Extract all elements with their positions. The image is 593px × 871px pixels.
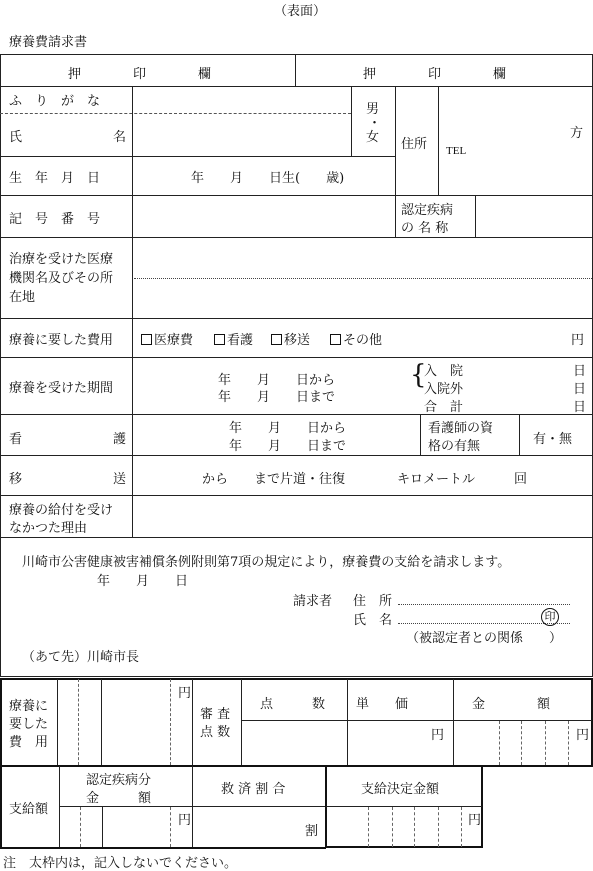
address-field[interactable] [440, 88, 590, 194]
birth-date-label: 生 年 月 日 [9, 171, 101, 186]
checkbox-icon [330, 334, 341, 345]
period-to[interactable]: 年 月 日まで [218, 390, 336, 405]
footer-note: 注 太枠内は，記入しないでください。 [3, 856, 238, 871]
addressee: （あて先）川崎市長 [22, 650, 140, 665]
checkbox-icon [141, 334, 152, 345]
amount-header: 金 額 [472, 697, 551, 712]
unit-price-header: 単 価 [356, 697, 409, 712]
address-label: 住所 [401, 137, 428, 152]
insurance-number-label: 記 号 番 号 [9, 212, 101, 227]
transport-label-2: 送 [113, 472, 127, 487]
transport-field[interactable]: から まで片道・往復 キロメートル 回 [202, 472, 528, 487]
nursing-from[interactable]: 年 月 日から [229, 421, 347, 436]
disease-amount-label-1: 認定疾病分 [86, 773, 152, 788]
seal-stamp-mark: 印 [541, 608, 559, 626]
honorific: 方 [570, 126, 584, 141]
birth-date-field[interactable]: 年 月 日生( 歳) [191, 171, 345, 186]
form-title: 療養費請求書 [9, 35, 88, 50]
points-header: 点 数 [260, 697, 326, 712]
inpatient-label: 入 院 [424, 364, 464, 379]
checkbox-icon [214, 334, 225, 345]
nurse-qualification-label-1: 看護師の資 [428, 421, 494, 436]
institution-label-3: 在地 [9, 290, 36, 305]
sex-male[interactable]: 男 [366, 102, 380, 117]
checkbox-icon [271, 334, 282, 345]
period-from[interactable]: 年 月 日から [218, 373, 336, 388]
total-label: 合 計 [424, 400, 464, 415]
claimant-label: 請求者 [293, 594, 333, 609]
decided-amount-label: 支給決定金額 [361, 782, 440, 797]
review-label-1: 審 査 [200, 707, 231, 722]
sex-separator: ・ [368, 116, 382, 131]
period-label: 療養を受けた期間 [9, 381, 114, 396]
office-cost-label-3: 費 用 [9, 735, 49, 750]
insurance-number-field[interactable] [134, 197, 394, 236]
expense-option-nursing[interactable]: 看護 [214, 329, 253, 348]
relation-note: （被認定者との関係 ） [406, 631, 563, 646]
relief-ratio-label: 救 済 割 合 [221, 782, 286, 797]
nurse-qualification-label-2: 格の有無 [428, 439, 481, 454]
office-cost-label-1: 療養に [9, 699, 49, 714]
disease-name-field[interactable] [477, 197, 590, 236]
amount-yen: 円 [576, 728, 590, 743]
declaration-date[interactable]: 年 月 日 [97, 574, 189, 589]
furigana-label: ふ り が な [9, 94, 101, 109]
reason-label-1: 療養の給付を受け [9, 503, 114, 518]
disease-name-label-2: の 名 称 [401, 221, 449, 236]
name-label-first: 氏 [9, 130, 23, 145]
claimant-name-label: 氏 名 [353, 613, 393, 628]
expense-option-medical[interactable]: 医療費 [141, 329, 193, 348]
disease-name-label-1: 認定疾病 [401, 203, 454, 218]
disease-amount-label-2: 金 額 [86, 791, 152, 806]
expense-yen-unit: 円 [571, 333, 585, 348]
declaration-text: 川崎市公害健康被害補償条例附則第7項の規定により，療養費の支給を請求します。 [22, 555, 511, 570]
sex-female[interactable]: 女 [366, 130, 380, 145]
page-side-label: （表面） [274, 4, 327, 19]
inpatient-day-unit: 日 [573, 364, 587, 379]
institution-label-1: 治療を受けた医療 [9, 252, 114, 267]
expense-option-other[interactable]: その他 [330, 329, 382, 348]
outpatient-label: 入院外 [424, 382, 464, 397]
claimant-address-label: 住 所 [353, 594, 393, 609]
review-label-2: 点 数 [200, 725, 231, 740]
office-cost-label-2: 要した [9, 717, 49, 732]
disease-amount-yen: 円 [178, 813, 192, 828]
seal-column-left: 押 印 欄 [68, 67, 212, 82]
nurse-qualification-answer[interactable]: 有・無 [533, 432, 573, 447]
period-brace: { [410, 360, 427, 390]
decided-amount-yen: 円 [468, 813, 482, 828]
institution-field[interactable] [134, 239, 590, 317]
seal-column-right: 押 印 欄 [363, 67, 507, 82]
nursing-label-1: 看 [9, 432, 23, 447]
furigana-field[interactable] [134, 88, 349, 112]
nursing-label-2: 護 [113, 432, 127, 447]
relief-ratio-unit: 割 [305, 824, 319, 839]
office-cost-yen: 円 [178, 686, 192, 701]
transport-label-1: 移 [9, 472, 23, 487]
tel-label: TEL [446, 145, 467, 157]
total-day-unit: 日 [573, 400, 587, 415]
expense-label: 療養に要した費用 [9, 333, 114, 348]
outpatient-day-unit: 日 [573, 382, 587, 397]
nursing-to[interactable]: 年 月 日まで [229, 439, 347, 454]
reason-field[interactable] [134, 497, 590, 536]
name-field[interactable] [134, 115, 349, 155]
reason-label-2: なかつた理由 [9, 521, 88, 536]
payment-label: 支給額 [9, 802, 49, 817]
unit-price-yen: 円 [431, 728, 445, 743]
institution-label-2: 機関名及びその所 [9, 271, 114, 286]
name-label-second: 名 [113, 130, 127, 145]
expense-option-transport[interactable]: 移送 [271, 329, 310, 348]
